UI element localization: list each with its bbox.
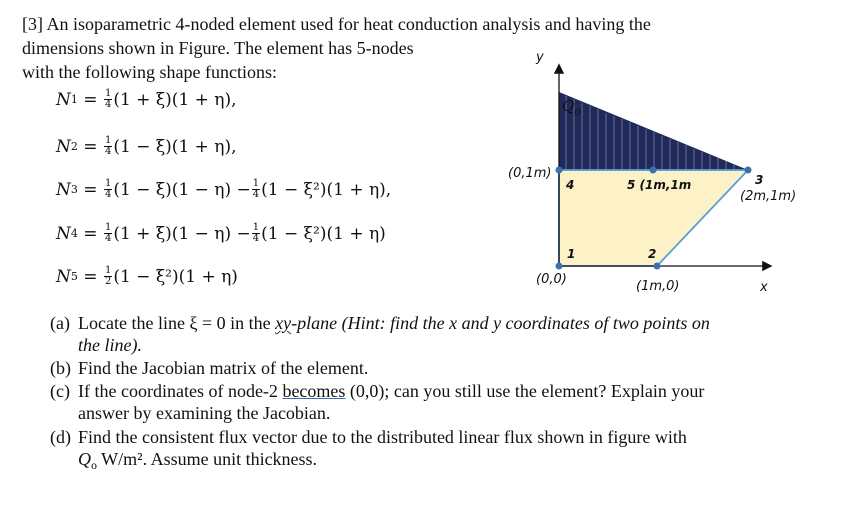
part-d-line-2: $Q_o$ W/m². Assume unit thickness. [78,449,318,472]
part-c-line-1: (c) If the coordinates of node-2 becomes (0,0); can you still use the element? Explain your [50,381,705,401]
part-c-line-2: answer by examining the Jacobian. [78,403,331,423]
flux-load-triangle [559,92,748,170]
node-1-label: 1 [567,247,576,261]
node-2-dot [654,263,661,270]
shape-function-n2: N 2 = $\frac{1}{4}$ (1 − ξ)(1 + η), [56,135,237,157]
shape-function-n1: N 1 = $\frac{1}{4}$ (1 + ξ)(1 + η), [56,88,237,110]
node-4-dot [556,167,563,174]
coord-0-1m: (0,1m) [508,166,552,181]
y-axis-label: y [536,50,544,65]
load-label: $Q_o$ [562,97,581,118]
shape-function-n3: N 3 = $\frac{1}{4}$ (1 − ξ)(1 − η) − $\frac{1}{4}$ (1 − ξ²)(1 + η), [56,178,392,200]
part-a-line-2: the line). [78,335,142,355]
part-a-line-1: (a) Locate the line ξ = 0 in the xy-plane (Hint: find the x and y coordinates of two points on [50,313,710,333]
node-2-label: 2 [648,247,657,261]
node-3-label: 3 [755,173,764,187]
node-5-label: 5 (1m,1m [627,178,692,192]
node-3-coord: (2m,1m) [740,189,797,204]
part-b: (b) Find the Jacobian matrix of the element. [50,358,369,378]
problem-intro-line-1: [3] An isoparametric 4-noded element used for heat conduction analysis and having the [22,14,651,34]
node-5-dot [650,167,657,174]
problem-intro-line-2: dimensions shown in Figure. The element has 5-nodes [22,38,414,58]
part-d-line-1: (d) Find the consistent flux vector due to the distributed linear flux shown in figure with [50,427,687,447]
x-axis-label: x [760,280,768,295]
node-1-dot [556,263,563,270]
shape-function-n5: N 5 = $\frac{1}{2}$ (1 − ξ²)(1 + η) [56,265,238,287]
coord-0-0: (0,0) [536,272,567,287]
problem-intro-line-3: with the following shape functions: [22,62,277,82]
node-3-dot [745,167,752,174]
coord-1m-0: (1m,0) [636,279,680,294]
shape-function-n4: N 4 = $\frac{1}{4}$ (1 + ξ)(1 − η) − $\frac{1}{4}$ (1 − ξ²)(1 + η) [56,222,386,244]
node-4-label: 4 [566,178,575,192]
